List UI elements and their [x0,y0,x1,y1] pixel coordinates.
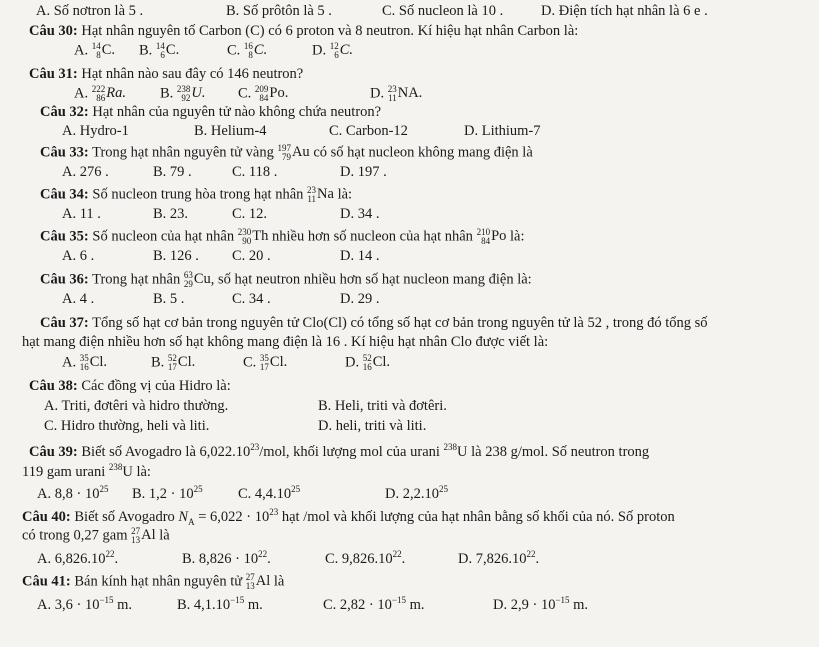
q41-label: Câu 41: [22,573,71,590]
q41-option-a: A. $3,6 \cdot 10^{-15}$ m. [37,595,133,613]
avogadro-value: 6,022.10$^{23}$ [199,442,260,460]
q40-option-c: C. 9,826.10$^{22}$. [325,549,406,567]
q33-nuclide: 197 79 Au [277,143,310,162]
q30-label: Câu 30: [29,23,78,39]
q31-option-d: D. 23 11 NA. [370,84,423,103]
q30-text: Hạt nhân nguyên tố Carbon (C) có 6 proton và 8 neutron. Kí hiệu hạt nhân Carbon là: [77,23,579,39]
q35-nuclide-th: 230 90 Th [237,227,269,246]
q32-option-c: C. Carbon-12 [329,123,408,139]
q38-option-b: B. Heli, triti và đơtêri. [318,398,447,414]
q39-stem-continued: 119 gam urani $^{238}$U là: [22,462,151,480]
q31-options-row [74,85,422,103]
q37-label: Câu 37: [40,315,89,331]
q32-option-a: A. Hydro-1 [62,123,129,139]
q30-options-row [74,42,353,60]
q34-stem: Câu 34: Số nucleon trung hòa trong hạt nhân 23 11 Na là: [40,185,353,204]
q31-option-b: B. 238 92 U. [160,84,206,103]
q30-option-b: B. 14 6 C. [139,41,180,60]
q35-option-a: A. 6 . [62,248,95,264]
q33-label: Câu 33: [40,144,89,161]
q33-options-row [62,164,387,181]
q41-option-c: C. $2,82 \cdot 10^{-15}$ m. [323,595,425,613]
q38-option-a: A. Triti, đơtêri và hidro thường. [44,398,229,414]
q29-option-b: B. Số prôtôn là 5 . [226,3,332,19]
q39-option-b: B. $1,2 \cdot 10^{25}$ [132,484,203,502]
q36-nuclide: 63 29 Cu [183,270,211,289]
q30-stem [29,23,578,40]
q33-option-d: D. 197 . [340,164,387,180]
q35-options-row [62,248,379,265]
q29-options-row [36,3,708,20]
q38-option-d: D. heli, triti và liti. [318,418,427,434]
q38-text: Các đồng vị của Hidro là: [77,378,231,394]
q30-option-c: C. 16 8 C. [227,41,268,60]
q37-options-row [62,354,390,372]
q37-option-a: A. 35 16 Cl. [62,353,108,372]
q41-nuclide: 27 13 Al [245,572,271,591]
q41-options-row [37,595,588,614]
q37-text: Tổng số hạt cơ bản trong nguyên tử Clo(Cl) có tổng số hạt cơ bản trong nguyên tử là 52 , trong đó tổng số [88,315,708,331]
q36-option-b: B. 5 . [153,291,185,307]
q37-option-d: D. 52 16 Cl. [345,353,391,372]
q36-option-a: A. 4 . [62,291,95,307]
q40-option-d: D. 7,826.10$^{22}$. [458,549,540,567]
q39-option-c: C. 4,4.10$^{25}$ [238,484,301,502]
q32-text: Hạt nhân của nguyên tử nào không chứa neutron? [88,104,382,120]
q39-option-a: A. $8,8 \cdot 10^{25}$ [37,484,109,502]
q41-option-b: B. $4,1.10^{-15}$ m. [177,595,263,613]
q39-stem: Câu 39: Biết số Avogadro là 6,022.10$^{23}$/mol, khối lượng mol của urani $^{238}$U là 238 g/mol. Số neutron trong [29,442,650,460]
q37-option-c: C. 35 17 Cl. [243,353,288,372]
q34-option-b: B. 23. [153,206,189,222]
q34-option-a: A. 11 . [62,206,101,222]
q35-option-c: C. 20 . [232,248,271,264]
q30-option-a: A. 14 8 C. [74,41,116,60]
q38-label: Câu 38: [29,378,78,394]
q29-option-a: A. Số nơtron là 5 . [36,3,144,19]
q40-stem: Câu 40: Biết số Avogadro $N_A = 6,022 \cdot 10^{23}$ hạt /mol và khối lượng của hạt nhân bằng số khối của nó. Số proton [22,507,675,527]
q34-options-row [62,206,379,223]
q37-option-b: B. 52 17 Cl. [151,353,196,372]
q39-label: Câu 39: [29,443,78,460]
q41-stem: Câu 41: Bán kính hạt nhân nguyên tử 27 13 Al là [22,572,285,591]
q31-stem [29,66,303,83]
q33-option-a: A. 276 . [62,164,109,180]
q39-option-d: D. 2,2.10$^{25}$ [385,484,448,502]
q40-option-b: B. $8,826 \cdot 10^{22}$. [182,549,271,567]
q35-nuclide-po: 210 84 Po [476,227,507,246]
q31-option-a: A. 222 86 Ra. [74,84,126,103]
q35-stem: Câu 35: Số nucleon của hạt nhân 230 90 Th nhiều hơn số nucleon của hạt nhân 210 84 Po là: [40,227,525,246]
q33-option-c: C. 118 . [232,164,278,180]
q35-label: Câu 35: [40,228,89,245]
q36-option-d: D. 29 . [340,291,380,307]
q39-options-row [37,484,448,503]
q40-stem-continued: có trong 0,27 gam 27 13 Al là [22,526,170,545]
q36-options-row [62,291,379,308]
q40-options-row [37,549,539,568]
q32-option-b: B. Helium-4 [194,123,267,139]
q33-stem: Câu 33: Trong hạt nhân nguyên tử vàng 197 79 Au có số hạt nucleon không mang điện là [40,143,533,162]
q31-text: Hạt nhân nào sau đây có 146 neutron? [77,66,304,82]
q38-stem [29,378,231,395]
q36-option-c: C. 34 . [232,291,271,307]
q36-stem: Câu 36: Trong hạt nhân 63 29 Cu , số hạt neutron nhiều hơn số hạt nucleon mang điện là: [40,270,532,289]
q37-stem [40,315,708,332]
q31-option-c: C. 209 84 Po. [238,84,289,103]
q35-option-d: D. 14 . [340,248,380,264]
q40-label: Câu 40: [22,508,71,525]
q32-options-row [62,123,541,140]
q29-option-c: C. Số nucleon là 10 . [382,3,504,19]
q38-options-row-1 [44,398,447,415]
q34-option-d: D. 34 . [340,206,380,222]
q29-option-d: D. Điện tích hạt nhân là 6 e . [541,3,708,19]
q31-label: Câu 31: [29,66,78,82]
q32-option-d: D. Lithium-7 [464,123,541,139]
q33-option-b: B. 79 . [153,164,192,180]
q35-option-b: B. 126 . [153,248,199,264]
q34-label: Câu 34: [40,186,89,203]
q34-nuclide: 23 11 Na [307,185,334,204]
q37-stem-continued: hạt mang điện nhiều hơn số hạt không mang điện là 16 . Kí hiệu hạt nhân Clo được viết là: [22,334,549,350]
q38-options-row-2 [44,418,426,435]
q40-option-a: A. 6,826.10$^{22}$. [37,549,119,567]
q34-option-c: C. 12. [232,206,268,222]
q32-stem [40,104,381,121]
q41-option-d: D. $2,9 \cdot 10^{-15}$ m. [493,595,589,613]
q38-option-c: C. Hidro thường, heli và liti. [44,418,210,434]
q32-label: Câu 32: [40,104,89,120]
q30-option-d: D. 12 6 C. [312,41,354,60]
avogadro-formula: $N_A = 6,022 \cdot 10^{23}$ [178,507,279,527]
q40-nuclide: 27 13 Al [131,526,156,545]
q36-label: Câu 36: [40,271,89,288]
